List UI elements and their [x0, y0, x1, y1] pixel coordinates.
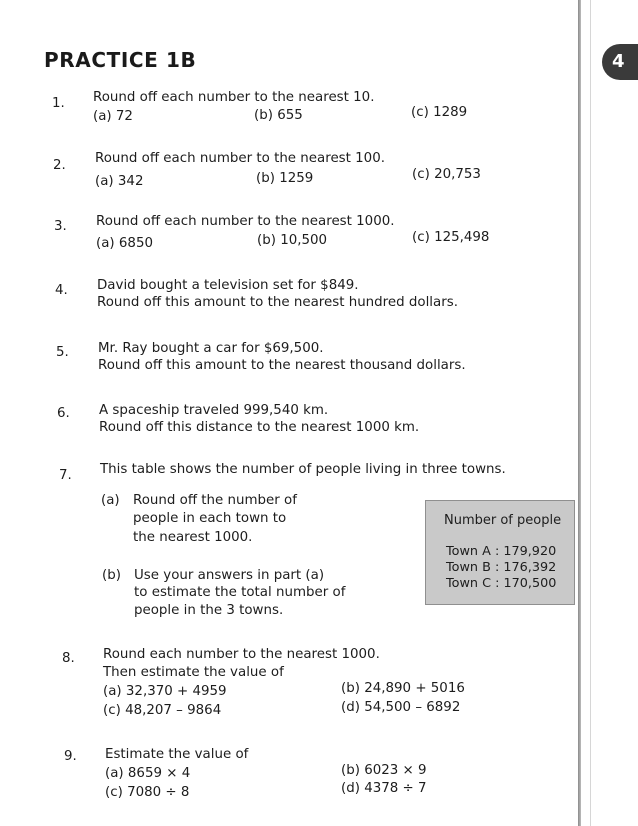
question-text-line1: A spaceship traveled 999,540 km.	[99, 403, 329, 418]
question-text-line1: Mr. Ray bought a car for $69,500.	[98, 341, 324, 356]
part-c: (c) 48,207 – 9864	[103, 703, 222, 718]
question-text: Estimate the value of	[105, 747, 249, 762]
question-text-line2: Round off this amount to the nearest hundred dollars.	[97, 295, 458, 310]
part-b-line2: to estimate the total number of	[134, 585, 346, 600]
question-number: 1.	[52, 96, 65, 111]
question-text-line2: Then estimate the value of	[103, 665, 284, 680]
part-b: (b) 10,500	[257, 233, 328, 248]
part-a-label: (a)	[101, 493, 120, 508]
question-text: Round off each number to the nearest 100.	[95, 151, 385, 166]
town-population-table	[425, 500, 575, 605]
part-b: (b) 6023 × 9	[341, 763, 427, 778]
question-text: Round off each number to the nearest 10.	[93, 90, 375, 105]
question-number: 4.	[55, 283, 68, 298]
question-number: 9.	[64, 749, 77, 764]
part-b-line3: people in the 3 towns.	[134, 603, 284, 618]
part-a: (a) 32,370 + 4959	[103, 684, 227, 699]
part-b-line1: Use your answers in part (a)	[134, 568, 325, 583]
part-a-line2: people in each town to	[133, 511, 287, 526]
question-number: 6.	[57, 406, 70, 421]
page-edge-line	[590, 0, 591, 826]
book-spine-shadow	[578, 0, 581, 826]
question-number: 5.	[56, 345, 69, 360]
part-c: (c) 7080 ÷ 8	[105, 785, 190, 800]
part-a-line3: the nearest 1000.	[133, 530, 253, 545]
question-text-line2: Round off this amount to the nearest thousand dollars.	[98, 358, 466, 373]
question-text: This table shows the number of people living in three towns.	[100, 462, 506, 477]
table-row: Town C : 170,500	[446, 576, 557, 591]
part-c: (c) 1289	[411, 105, 468, 120]
chapter-tab: 4	[602, 44, 638, 80]
part-b: (b) 655	[254, 108, 303, 123]
part-a: (a) 8659 × 4	[105, 766, 191, 781]
part-b-label: (b)	[102, 568, 121, 583]
part-b: (b) 24,890 + 5016	[341, 681, 465, 696]
page-title: PRACTICE 1B	[44, 48, 197, 72]
table-header: Number of people	[444, 513, 562, 528]
part-d: (d) 54,500 – 6892	[341, 700, 461, 715]
question-number: 2.	[53, 158, 66, 173]
part-b: (b) 1259	[256, 171, 314, 186]
part-c: (c) 125,498	[412, 230, 490, 245]
part-d: (d) 4378 ÷ 7	[341, 781, 427, 796]
question-text-line2: Round off this distance to the nearest 1000 km.	[99, 420, 420, 435]
question-number: 8.	[62, 651, 75, 666]
part-a: (a) 6850	[96, 236, 153, 251]
part-a: (a) 72	[93, 109, 133, 124]
part-a-line1: Round off the number of	[133, 493, 297, 508]
table-row: Town B : 176,392	[446, 560, 557, 575]
question-text: Round off each number to the nearest 1000.	[96, 214, 395, 229]
question-number: 7.	[59, 468, 72, 483]
table-row: Town A : 179,920	[446, 544, 557, 559]
question-text-line1: Round each number to the nearest 1000.	[103, 647, 380, 662]
part-c: (c) 20,753	[412, 167, 481, 182]
part-a: (a) 342	[95, 174, 144, 189]
question-text-line1: David bought a television set for $849.	[97, 278, 359, 293]
question-number: 3.	[54, 219, 67, 234]
